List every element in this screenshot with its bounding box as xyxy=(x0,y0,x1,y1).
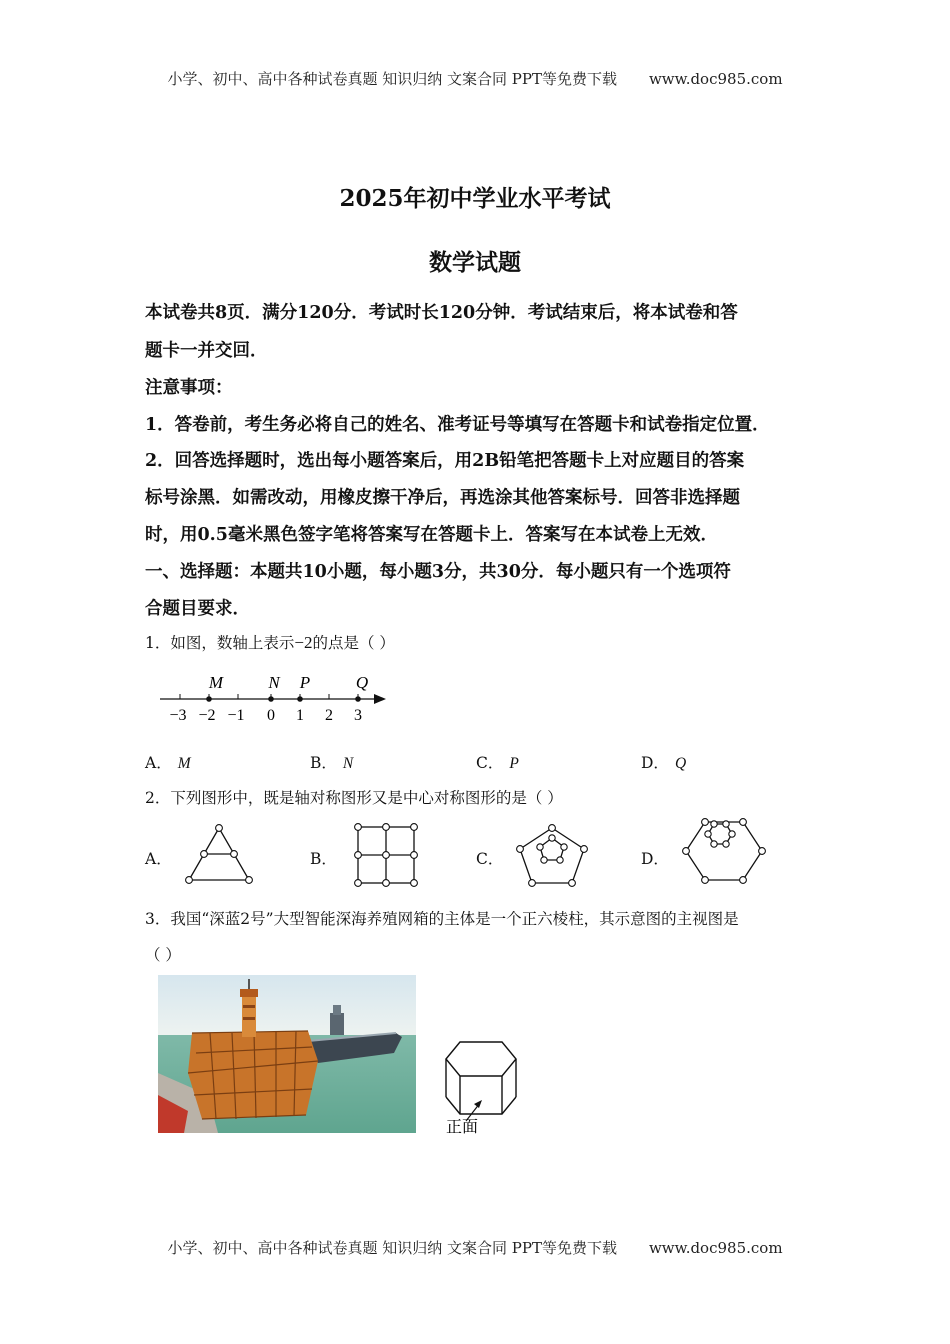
front-arrow-icon xyxy=(474,1100,482,1108)
q1-option-d[interactable]: D． Q xyxy=(641,754,687,772)
q2-option-c-label[interactable]: C． xyxy=(476,850,504,868)
header-url[interactable]: www.doc985.com xyxy=(648,70,783,88)
notice-line-1: 1．答卷前，考生务必将自己的姓名、准考证号等填写在答题卡和试卷指定位置． xyxy=(145,415,770,435)
footer-text: 小学、初中、高中各种试卷真题 知识归纳 文案合同 PPT等免费下载 xyxy=(167,1239,617,1257)
fish-farm-photo-illustration xyxy=(158,975,416,1133)
q2-option-d-label[interactable]: D． xyxy=(641,850,669,868)
q3-blank: （ ） xyxy=(145,946,181,964)
page-footer xyxy=(0,1237,950,1258)
q2-option-b-label[interactable]: B． xyxy=(310,850,337,868)
point-q-dot xyxy=(355,696,361,702)
q3-stem: 3．我国“深蓝2号”大型智能深海养殖网箱的主体是一个正六棱柱，其示意图的主视图是 xyxy=(145,910,739,928)
page-header xyxy=(0,68,950,89)
q1-option-b[interactable]: B． N xyxy=(310,754,354,772)
point-n-dot xyxy=(268,696,274,702)
intro-line-2: 题卡一并交回． xyxy=(145,341,268,361)
q1-number-line xyxy=(150,668,400,728)
prism-top-face xyxy=(446,1042,516,1076)
q3-prism-diagram xyxy=(438,1035,528,1141)
tick-label: 2 xyxy=(325,707,333,724)
q2-option-a-label[interactable]: A． xyxy=(145,850,172,868)
header-text: 小学、初中、高中各种试卷真题 知识归纳 文案合同 PPT等免费下载 xyxy=(167,70,617,88)
q1-stem-num: −2 xyxy=(294,633,313,652)
point-p-dot xyxy=(297,696,303,702)
front-label: 正面 xyxy=(445,1119,479,1136)
notice-line-3: 标号涂黑．如需改动，用橡皮擦干净后，再选涂其他答案标号．回答非选择题 xyxy=(145,488,740,508)
q1-stem-pre: 1．如图，数轴上表示 xyxy=(145,634,295,652)
q2-figure-c xyxy=(512,820,592,888)
section1-line-1: 一、选择题：本题共10小题，每小题3分，共30分．每小题只有一个选项符 xyxy=(145,562,731,582)
point-label-q: Q xyxy=(355,673,369,692)
tick-label: −3 xyxy=(169,707,187,724)
tick-label: 0 xyxy=(267,707,275,724)
notice-heading: 注意事项： xyxy=(145,378,233,398)
q2-figure-d xyxy=(680,814,770,888)
q1-option-a[interactable]: A． M xyxy=(145,754,191,772)
q1-stem xyxy=(145,631,395,653)
q1-stem-post: 的点是（ ） xyxy=(312,634,395,652)
footer-url[interactable]: www.doc985.com xyxy=(648,1239,783,1257)
tick-label: −2 xyxy=(198,707,216,724)
q2-figure-b xyxy=(350,820,422,888)
q1-option-c[interactable]: C． P xyxy=(476,754,519,772)
tick-label: 3 xyxy=(354,707,362,724)
intro-line-1: 本试卷共8页．满分120分．考试时长120分钟．考试结束后，将本试卷和答 xyxy=(145,303,738,323)
point-m-dot xyxy=(206,696,212,702)
section1-line-2: 合题目要求． xyxy=(145,599,250,619)
notice-line-2: 2．回答选择题时，选出每小题答案后，用2B铅笔把答题卡上对应题目的答案 xyxy=(145,451,745,471)
point-label-p: P xyxy=(299,673,311,692)
q2-figure-a xyxy=(180,822,260,888)
point-label-m: M xyxy=(208,673,224,692)
point-label-n: N xyxy=(268,673,280,692)
number-line-arrow-icon xyxy=(374,694,386,704)
tick-label: −1 xyxy=(227,707,245,724)
fish-farm-photo xyxy=(158,975,416,1133)
q2-stem: 2．下列图形中，既是轴对称图形又是中心对称图形的是（ ） xyxy=(145,789,563,807)
tick-label: 1 xyxy=(296,707,304,724)
exam-title: 2025年初中学业水平考试 xyxy=(339,185,611,212)
notice-line-4: 时，用0.5毫米黑色签字笔将答案写在答题卡上．答案写在本试卷上无效． xyxy=(145,525,718,545)
exam-subtitle: 数学试题 xyxy=(429,249,521,276)
